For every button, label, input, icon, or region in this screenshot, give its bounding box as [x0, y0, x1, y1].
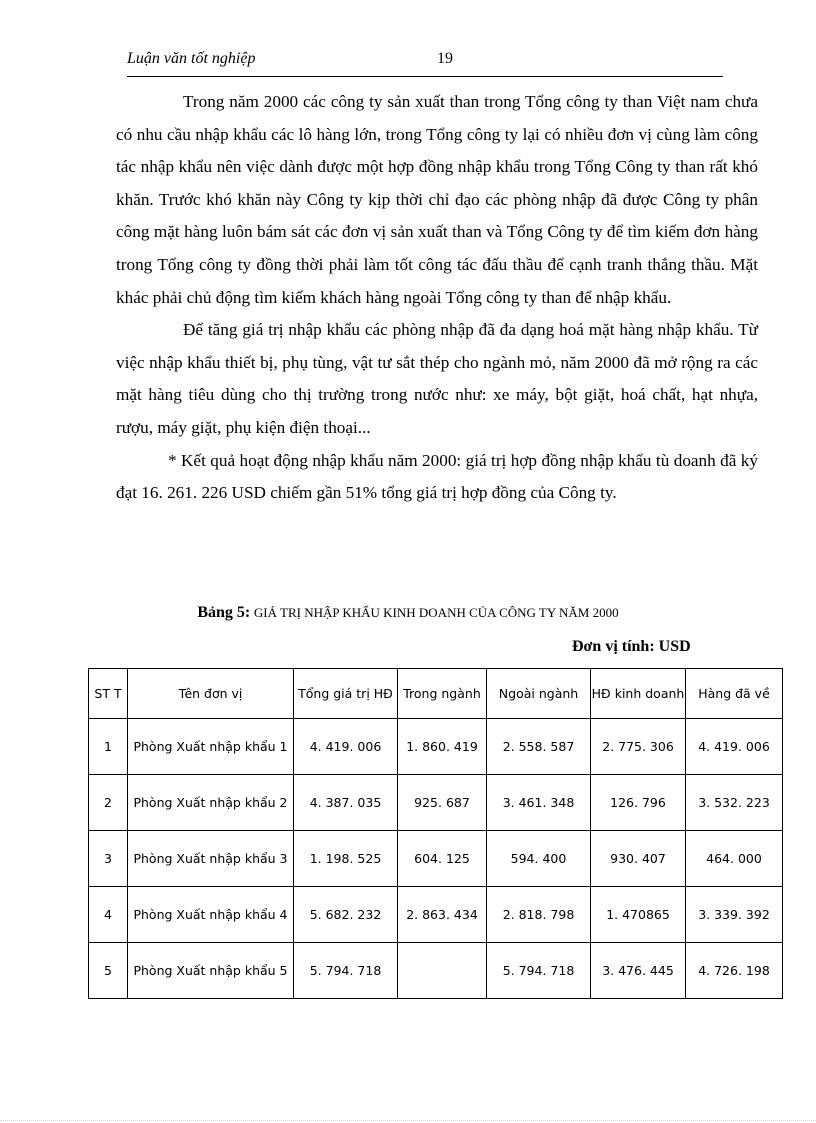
table-row — [89, 719, 783, 775]
cell-stt: 5 — [89, 943, 128, 999]
header-in-industry: Trong ngành — [398, 669, 487, 719]
cell-arrived: 4. 726. 198 — [686, 943, 783, 999]
page-number: 19 — [437, 50, 453, 67]
table-caption — [0, 604, 816, 622]
cell-in-industry: 604. 125 — [398, 831, 487, 887]
header-outside-industry: Ngoài ngành — [487, 669, 591, 719]
cell-arrived: 3. 532. 223 — [686, 775, 783, 831]
header-stt: ST T — [89, 669, 128, 719]
header-unit-name: Tên đơn vị — [128, 669, 294, 719]
cell-total: 4. 419. 006 — [294, 719, 398, 775]
cell-in-industry: 1. 860. 419 — [398, 719, 487, 775]
cell-business: 930. 407 — [591, 831, 686, 887]
table-row — [89, 943, 783, 999]
unit-label: Đơn vị tính: USD — [572, 638, 691, 655]
header-business-contract: HĐ kinh doanh — [591, 669, 686, 719]
cell-outside: 2. 818. 798 — [487, 887, 591, 943]
cell-business: 126. 796 — [591, 775, 686, 831]
cell-outside: 2. 558. 587 — [487, 719, 591, 775]
cell-arrived: 3. 339. 392 — [686, 887, 783, 943]
cell-total: 1. 198. 525 — [294, 831, 398, 887]
cell-unit-name: Phòng Xuất nhập khẩu 1 — [128, 719, 294, 775]
cell-stt: 1 — [89, 719, 128, 775]
paragraph-3: * Kết quả hoạt động nhập khẩu năm 2000: giá trị hợp đồng nhập khẩu tù doanh đã ký đạt 16. 261. 226 USD chiếm gần 51% tổng giá trị hợp đồng của Công ty. — [116, 450, 758, 503]
cell-unit-name: Phòng Xuất nhập khẩu 3 — [128, 831, 294, 887]
cell-total: 5. 794. 718 — [294, 943, 398, 999]
import-value-table — [88, 668, 783, 999]
page-bottom-edge — [0, 1120, 816, 1121]
cell-business: 1. 470865 — [591, 887, 686, 943]
body-text — [116, 86, 758, 510]
caption-label: Bảng 5: — [197, 604, 251, 621]
cell-business: 3. 476. 445 — [591, 943, 686, 999]
header-goods-arrived: Hàng đã về — [686, 669, 783, 719]
cell-stt: 3 — [89, 831, 128, 887]
cell-outside: 3. 461. 348 — [487, 775, 591, 831]
page-header — [127, 46, 723, 77]
cell-business: 2. 775. 306 — [591, 719, 686, 775]
cell-in-industry: 2. 863. 434 — [398, 887, 487, 943]
cell-stt: 2 — [89, 775, 128, 831]
cell-arrived: 464. 000 — [686, 831, 783, 887]
cell-total: 4. 387. 035 — [294, 775, 398, 831]
cell-outside: 594. 400 — [487, 831, 591, 887]
header-total-contract: Tổng giá trị HĐ — [294, 669, 398, 719]
cell-total: 5. 682. 232 — [294, 887, 398, 943]
cell-unit-name: Phòng Xuất nhập khẩu 5 — [128, 943, 294, 999]
table-row — [89, 831, 783, 887]
table-row — [89, 775, 783, 831]
table-header-row — [89, 669, 783, 719]
cell-in-industry: 925. 687 — [398, 775, 487, 831]
cell-outside: 5. 794. 718 — [487, 943, 591, 999]
cell-in-industry — [398, 943, 487, 999]
paragraph-1: Trong năm 2000 các công ty sản xuất than trong Tổng công ty than Việt nam chưa có nhu cầu nhập khẩu các lô hàng lớn, trong Tổng công ty lại có nhiều đơn vị cùng làm công tác nhập khẩu nên việc dành được một hợp đồng nhập khẩu trong Tổng Công ty than rất khó khăn. Trước khó khăn này Công ty kịp thời chỉ đạo các phòng nhập đã được Công ty phân công mặt hàng luôn bám sát các đơn vị sản xuất than và Tổng Công ty để tìm kiếm đơn hàng trong Tổng công ty đồng thời phải làm tốt công tác đấu thầu để cạnh tranh thắng thầu. Mặt khác phải chủ động tìm kiếm khách hàng ngoài Tổng công ty than để nhập khẩu. — [116, 92, 758, 307]
table-row — [89, 887, 783, 943]
cell-stt: 4 — [89, 887, 128, 943]
caption-title: GIÁ TRỊ NHẬP KHẨU KINH DOANH CỦA CÔNG TY NĂM 2000 — [253, 605, 619, 620]
cell-unit-name: Phòng Xuất nhập khẩu 4 — [128, 887, 294, 943]
cell-unit-name: Phòng Xuất nhập khẩu 2 — [128, 775, 294, 831]
paragraph-2: Để tăng giá trị nhập khẩu các phòng nhập đã đa dạng hoá mặt hàng nhập khẩu. Từ việc nhập khẩu thiết bị, phụ tùng, vật tư sắt thép cho ngành mỏ, năm 2000 đã mở rộng ra các mặt hàng tiêu dùng cho thị trường trong nước như: xe máy, bột giặt, hoá chất, hạt nhựa, rượu, máy giặt, phụ kiện điện thoại... — [116, 320, 758, 437]
cell-arrived: 4. 419. 006 — [686, 719, 783, 775]
header-title: Luận văn tốt nghiệp — [127, 50, 256, 67]
